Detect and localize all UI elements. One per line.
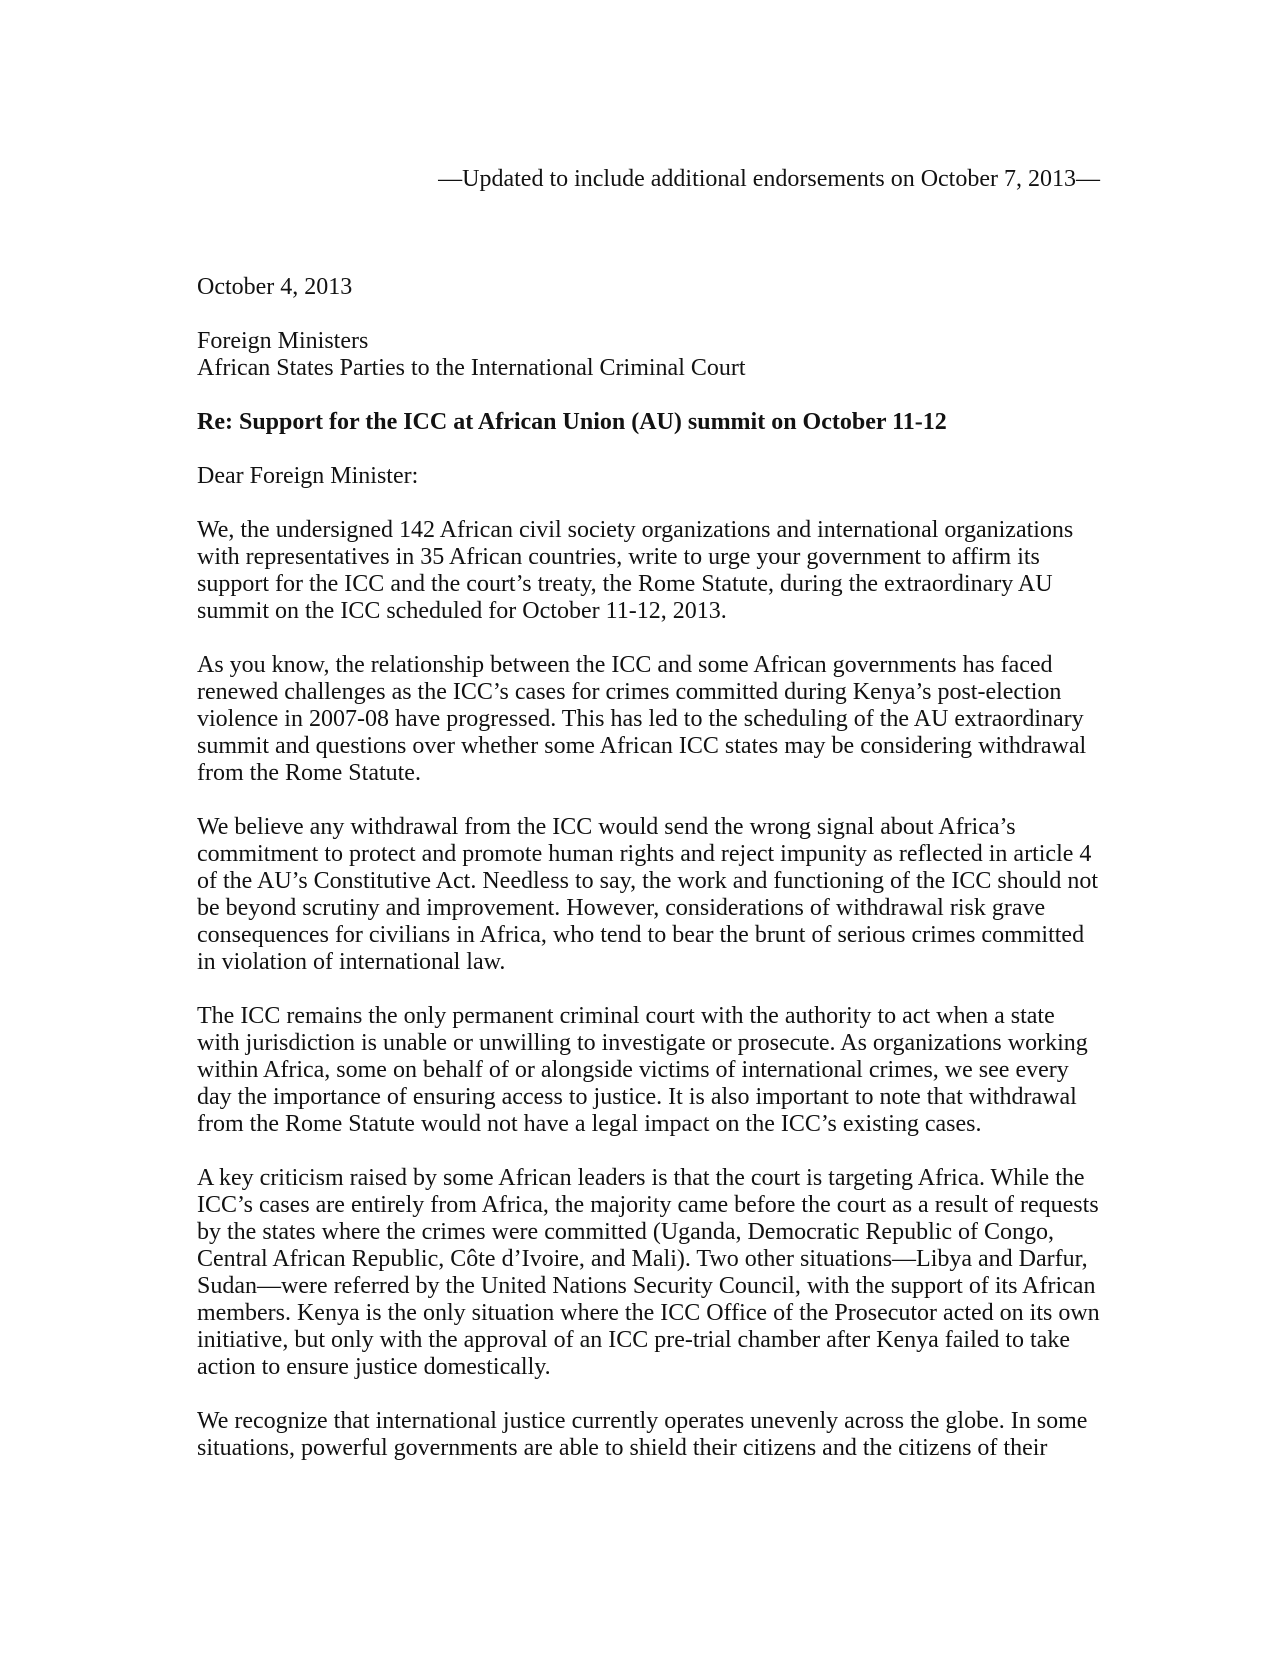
recipient-block xyxy=(197,328,1100,382)
letter-paragraph: A key criticism raised by some African leaders is that the court is targeting Africa. While the ICC’s cases are entirely from Africa, the majority came before the court as a result of requests by the states where the crimes were committed (Uganda, Democratic Republic of Congo, Central African Republic, Côte d’Ivoire, and Mali). Two other situations—Libya and Darfur, Sudan—were referred by the United Nations Security Council, with the support of its African members. Kenya is the only situation where the ICC Office of the Prosecutor acted on its own initiative, but only with the approval of an ICC pre-trial chamber after Kenya failed to take action to ensure justice domestically. xyxy=(197,1165,1100,1380)
letter-paragraph: We believe any withdrawal from the ICC would send the wrong signal about Africa’s commitment to protect and promote human rights and reject impunity as reflected in article 4 of the AU’s Constitutive Act. Needless to say, the work and functioning of the ICC should not be beyond scrutiny and improvement. However, considerations of withdrawal risk grave consequences for civilians in Africa, who tend to bear the brunt of serious crimes committed in violation of international law. xyxy=(197,814,1099,975)
subject-line: Re: Support for the ICC at African Union (AU) summit on October 11-12 xyxy=(197,409,947,435)
recipient-line: African States Parties to the International Criminal Court xyxy=(197,355,746,381)
letter-paragraph: We, the undersigned 142 African civil society organizations and international organizations with representatives in 35 African countries, write to urge your government to affirm its support for the ICC and the court’s treaty, the Rome Statute, during the extraordinary AU summit on the ICC scheduled for October 11-12, 2013. xyxy=(197,517,1074,624)
letter-paragraph: The ICC remains the only permanent criminal court with the authority to act when a state with jurisdiction is unable or unwilling to investigate or prosecute. As organizations working within Africa, some on behalf of or alongside victims of international crimes, we see every day the importance of ensuring access to justice. It is also important to note that withdrawal from the Rome Statute would not have a legal impact on the ICC’s existing cases. xyxy=(197,1003,1088,1137)
letter-paragraph: We recognize that international justice currently operates unevenly across the globe. In some situations, powerful governments are able to shield their citizens and the citizens of their xyxy=(197,1408,1088,1461)
letter-date: October 4, 2013 xyxy=(197,274,353,300)
recipient-line: Foreign Ministers xyxy=(197,328,369,354)
update-notice: —Updated to include additional endorsements on October 7, 2013— xyxy=(438,166,1100,192)
salutation: Dear Foreign Minister: xyxy=(197,463,419,489)
letter-paragraph: As you know, the relationship between the ICC and some African governments has faced renewed challenges as the ICC’s cases for crimes committed during Kenya’s post-election violence in 2007-08 have progressed. This has led to the scheduling of the AU extraordinary summit and questions over whether some African ICC states may be considering withdrawal from the Rome Statute. xyxy=(197,652,1087,786)
